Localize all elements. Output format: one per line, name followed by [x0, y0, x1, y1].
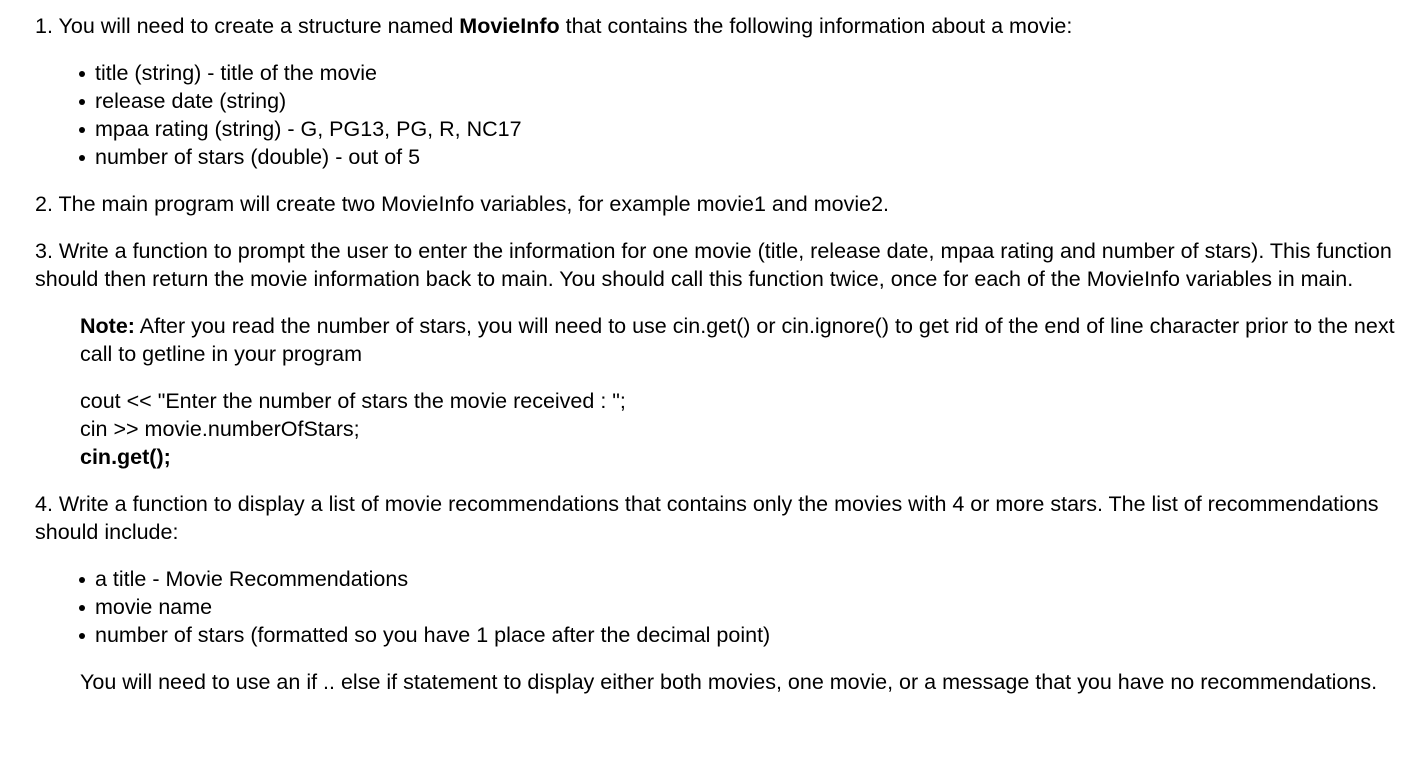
item3-paragraph: 3. Write a function to prompt the user to enter the information for one movie (title, release date, mpaa rating and number of stars). This function should then return the movie information back to main. You should call this function twice, once for each of the MovieInfo variables in main. [35, 239, 1392, 291]
item1-suffix: that contains the following information about a movie: [559, 14, 1073, 38]
item4-closing-paragraph: You will need to use an if .. else if statement to display either both movies, one movie, or a message that you have no recommendations. [80, 670, 1378, 694]
list-item: mpaa rating (string) - G, PG13, PG, R, NC17 [95, 115, 1405, 143]
item4-paragraph: 4. Write a function to display a list of movie recommendations that contains only the movies with 4 or more stars. The list of recommendations should include: [35, 492, 1379, 544]
recommendation-fields-list [35, 565, 1405, 649]
note-text: After you read the number of stars, you will need to use cin.get() or cin.ignore() to get rid of the end of line character prior to the next call to getline in your program [80, 314, 1395, 366]
struct-fields-list [35, 59, 1405, 171]
code-line: cin >> movie.numberOfStars; [80, 417, 360, 441]
code-example [80, 387, 1405, 471]
list-item: title (string) - title of the movie [95, 59, 1405, 87]
code-line-highlighted: cin.get(); [80, 445, 171, 469]
list-item: a title - Movie Recommendations [95, 565, 1405, 593]
note-paragraph [80, 312, 1405, 368]
note-label: Note: [80, 314, 135, 338]
item2-paragraph: 2. The main program will create two MovieInfo variables, for example movie1 and movie2. [35, 192, 890, 216]
list-item: release date (string) [95, 87, 1405, 115]
item1-prefix: 1. You will need to create a structure named [35, 14, 460, 38]
struct-name: MovieInfo [459, 14, 560, 38]
list-item: number of stars (formatted so you have 1 place after the decimal point) [95, 621, 1405, 649]
item1-intro [35, 12, 1405, 40]
code-line: cout << "Enter the number of stars the movie received : "; [80, 389, 626, 413]
list-item: number of stars (double) - out of 5 [95, 143, 1405, 171]
list-item: movie name [95, 593, 1405, 621]
